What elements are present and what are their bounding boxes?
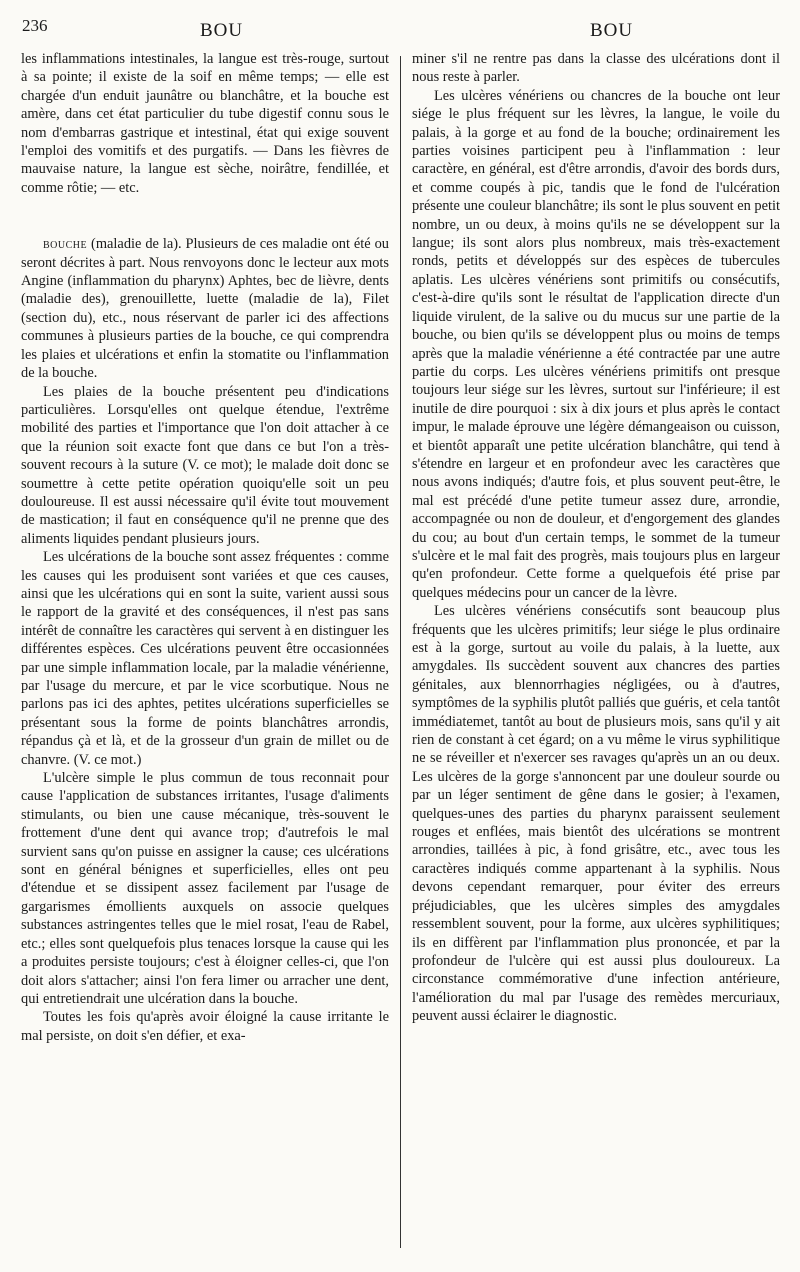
left-column [21,50,389,1045]
paragraph: miner s'il ne rentre pas dans la classe des ulcérations dont il nous reste à parler. [412,51,780,86]
page-number: 236 [22,16,48,35]
running-head-left: BOU [200,20,244,41]
entry-paragraph [21,235,389,382]
paragraph: Toutes les fois qu'après avoir éloigné la cause irritante le mal persiste, on doit s'en défier, et exa- [21,1009,389,1044]
right-column [412,50,780,1026]
paragraph: L'ulcère simple le plus commun de tous reconnait pour cause l'application de substances irritantes, l'usage d'aliments stimulants, ou bien une cause mécanique, très-souvent le frottement d'une dent qui avance trop; d'autrefois le mal survient sans qu'on puisse en assigner la cause; ces ulcérations sont en général bénignes et superficielles, elles ont peu d'étendue et se dissipent assez facilement par l'usage de gargarismes émollients auxquels on associe quelques substances astringentes telles que le miel rosat, l'eau de Rabel, etc.; elles sont quelquefois plus tenaces lorsque la cause qui les a produites persiste toujours; c'est à éloigner celles-ci, que l'on doit alors s'attacher; ainsi l'on fera limer ou arracher une dent, qui entretiendrait une ulcération dans la bouche. [21,770,389,1007]
column-divider [400,56,401,1248]
paragraph: Les ulcères vénériens ou chancres de la bouche ont leur siége le plus fréquent sur les lèvres, la langue, le voile du palais, à la gorge et au fond de la bouche; ordinairement les parties voisines participent peu à l'inflammation : leur caractère, en général, est d'être arrondis, d'avoir des bords durs, et comme coupés à pic, tandis que le fond de l'ulcération présente une couleur blanchâtre; ils sont le plus souvent en petit nombre, un ou deux, à moins qu'ils ne se développent sur la langue; ils sont alors plus nombreux, mais très-exactement ronds, petits et développés sur des espèces de tubercules aplatis. Les ulcères vénériens sont primitifs ou consécutifs, c'est-à-dire qu'ils sont le résultat de l'application directe d'un liquide virulent, de la salive ou du mucus sur une partie de la bouche, ou bien qu'ils se développent plus ou moins de temps après que la maladie vénérienne a été contractée par une autre partie du corps. Les ulcères vénériens primitifs ont presque toujours leur siége sur les lèvres, surtout sur l'inférieure; il est inutile de dire pourquoi : six à dix jours et plus après le contact impur, le malade éprouve une légère démangeaison ou cuisson, et bientôt apparaît une petite ulcération blanchâtre, qui tend à s'étendre en largeur et en profondeur avec les caractères que nous avons indiqués; d'autre fois, et plus souvent peut-être, le mal est précédé d'une petite tumeur assez dure, arrondie, accompagnée ou non de douleur, et d'engorgement des glandes du cou; au bout d'un certain temps, le sommet de la tumeur s'ulcère et le mal fait des progrès, mais toujours plus en largeur qu'en profondeur. Cette forme a quelquefois été prise par quelques médecins pour un cancer de la lèvre. [412,87,780,601]
paragraph: Les ulcérations de la bouche sont assez fréquentes : comme les causes qui les produisent sont variées et que ces causes, ainsi que les ulcérations qui en sont la suite, varient aussi sous le rapport de la gravité et des conséquences, il n'est pas sans intérêt de connaître les caractères qui servent à en distinguer les différentes espèces. Ces ulcérations peuvent être occasionnées par une simple inflammation locale, par la maladie vénérienne, par l'usage du mercure, et par le vice scorbutique. Nous ne parlons pas ici des aphtes, petites ulcérations superficielles se présentant sous la forme de points blanchâtres arrondis, répandus çà et là, et de la grosseur d'un grain de millet ou de chanvre. (V. ce mot.) [21,549,389,768]
entry-headword: bouche [43,236,88,253]
running-head-right: BOU [590,20,634,41]
paragraph: Les plaies de la bouche présentent peu d'indications particulières. Lorsqu'elles ont quelque étendue, l'extrême mobilité des parties et l'importance que l'on doit attacher à ce que la réunion soit exacte font que dans ce but l'on a très-souvent recours à la suture (V. ce mot); le malade doit donc se soumettre à cette petite opération quoiqu'elle soit un peu douloureuse. Il est aussi nécessaire qu'il évite tout mouvement de mastication; il faut en conséquence qu'il ne prenne que des aliments liquides pendant plusieurs jours. [21,383,389,547]
entry-text: (maladie de la). Plusieurs de ces maladie ont été ou seront décrites à part. Nous renvoyons donc le lecteur aux mots Angine (inflammation du pharynx) Aphtes, bec de lièvre, dents (maladie des), grenouillette, luette (maladie de la), Filet (section du), etc., nous réservant de parler ici des affections communes à plusieurs parties de la bouche, ce qui comprendra les plaies et ulcérations et enfin la stomatite ou l'inflammation de la bouche. [21,236,389,382]
paragraph: Les ulcères vénériens consécutifs sont beaucoup plus fréquents que les ulcères primitifs; leur siége le plus ordinaire est à la gorge, surtout au voile du palais, à la luette, aux amygdales. Ils succèdent souvent aux chancres des parties génitales, aux blennorrhagies négligées, ou à d'autres, symptômes de la syphilis plutôt palliés que guéris, et cela tantôt immédiatemet, tantôt au bout de plusieurs mois, sans qu'il y ait rien de constant à cet égard; on a vu même le virus syphilitique ne se réveiller et n'exercer ses ravages qu'après un an ou deux. Les ulcères de la gorge s'annoncent par une douleur sourde ou par un léger sentiment de gêne dans le gosier; à l'examen, quelques-unes des parties du pharynx paraissent seulement rouges et enflées, mais bientôt des ulcérations se montrent arrondies, taillées à pic, à fond grisâtre, etc., avec tous les caractères indiqués comme appartenant à la syphilis. Nous devons cependant remarquer, pour éviter des erreurs préjudiciables, que les ulcères simples des amygdales ressemblent souvent, pour la forme, aux ulcères syphilitiques; ils en diffèrent par l'inflammation plus prononcée, et par la profondeur de l'ulcère qui est aussi plus douloureux. La circonstance commémorative d'une infection antérieure, l'amélioration du mal par l'usage des remèdes mercuriaux, peuvent aussi éclairer le diagnostic. [412,603,780,1025]
paragraph: les inflammations intestinales, la langue est très-rouge, surtout à sa pointe; il existe de la soif en même temps; — elle est chargée d'un enduit jaunâtre ou blanchâtre, et la bouche est amère, dans cet état particulier du tube digestif connu sous le nom d'embarras gastrique et intestinal, état qui exige souvent l'emploi des vomitifs et des purgatifs. — Dans les fièvres de mauvaise nature, la langue est sèche, noirâtre, fendillée, et comme rôtie; — etc. [21,51,389,196]
